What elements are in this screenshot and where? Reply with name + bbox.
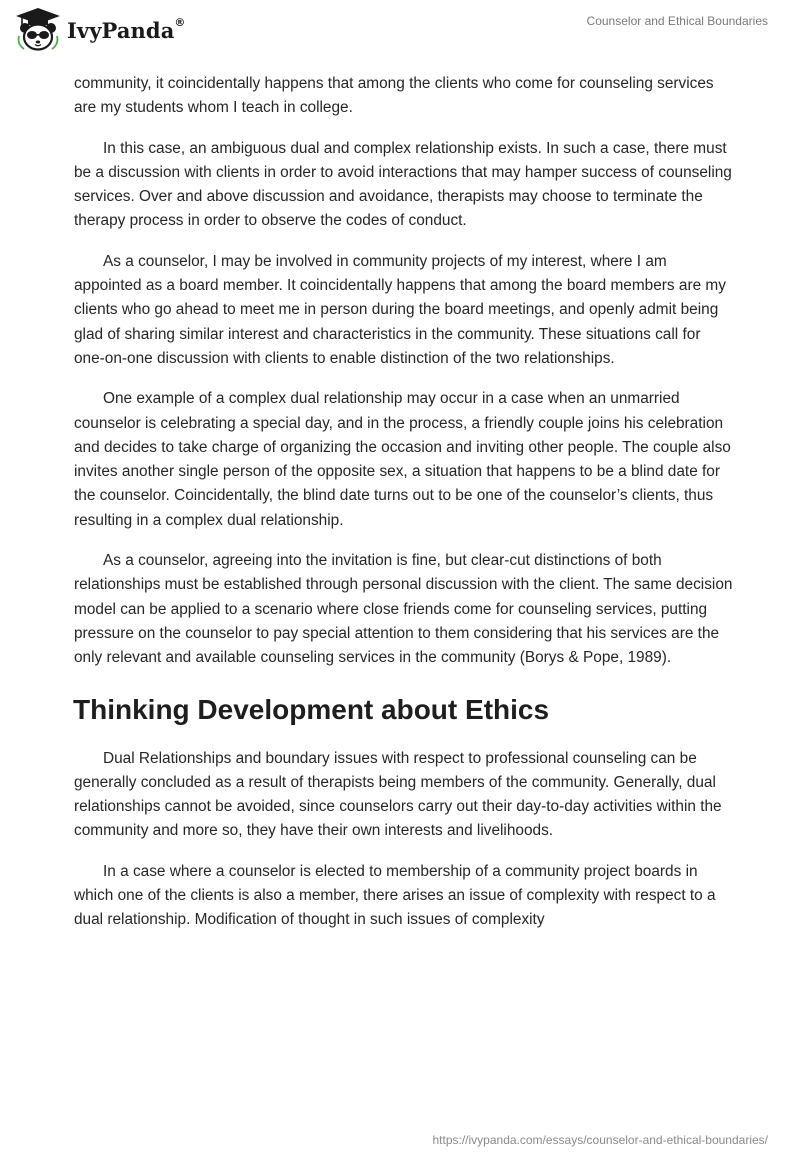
document-title: Counselor and Ethical Boundaries [586,14,768,28]
panda-graduate-icon [14,6,62,52]
paragraph: In this case, an ambiguous dual and complex relationship exists. In such a case, there must be a discussion with clients in order to avoid interactions that may hamper success of counseling services. Over and above discussion and avoidance, therapists may choose to terminate the therapy process in order to observe the codes of conduct. [74,139,732,230]
brand-logo[interactable] [14,6,186,52]
page-header [0,0,800,64]
paragraph: In a case where a counselor is elected to membership of a community project boards in which one of the clients is also a member, there arises an issue of complexity with respect to a dual relationship. Modification of thought in such issues of complexity [74,862,716,929]
paragraph: One example of a complex dual relationship may occur in a case when an unmarried counselor is celebrating a special day, and in the process, a friendly couple joins his celebration and decides to take charge of organizing the occasion and inviting other people. The couple also invites another single person of the opposite sex, a situation that happens to be a blind date for the counselor. Coincidentally, the blind date turns out to be one of the counselor’s clients, thus resulting in a complex dual relationship. [74,390,731,529]
paragraph: community, it coincidentally happens that among the clients who come for counseling services are my students whom I teach in college. [74,75,714,117]
source-url[interactable]: https://ivypanda.com/essays/counselor-and-ethical-boundaries/ [432,1133,768,1147]
paragraph: As a counselor, agreeing into the invitation is fine, but clear-cut distinctions of both relationships must be established through personal discussion with the client. The same decision model can be applied to a scenario where close friends come for counseling services, putting pressure on the counselor to pay special attention to them considering that his services are the only relevant and available counseling services in the community (Borys & Pope, 1989). [74,552,733,667]
brand-name: IvyPanda® [67,15,186,43]
paragraph: Dual Relationships and boundary issues with respect to professional counseling can be generally concluded as a result of therapists being members of the community. Generally, dual relationships cannot be avoided, since counselors carry out their day-to-day activities within the community and more so, they have their own interests and livelihoods. [74,749,722,840]
paragraph: As a counselor, I may be involved in community projects of my interest, where I am appointed as a board member. It coincidentally happens that among the board members are my clients who go ahead to meet me in person during the board meetings, and openly admit being glad of sharing similar interest and characteristics in the community. These situations call for one-on-one discussion with clients to enable distinction of the two relationships. [74,252,726,367]
section-heading: Thinking Development about Ethics [73,693,550,725]
article-body [74,72,734,949]
